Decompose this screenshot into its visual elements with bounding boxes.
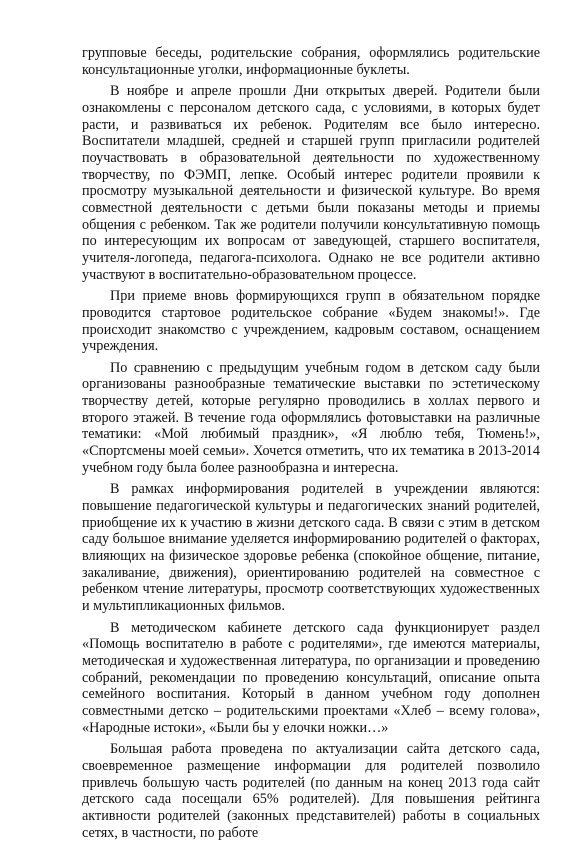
- paragraph-6: В методическом кабинете детского сада функционирует раздел «Помощь воспитателю в работе с родителями», где имеются материалы, методическая и художественная литература, по организации и проведению собраний, рекомендации по проведению консультаций, описание опыта семейного воспитания. Который в данном учебном году дополнен совместными детско – родительскими проектами «Хлеб – всему голова», «Народные истоки», «Были бы у елочки ножки…»: [82, 619, 540, 736]
- paragraph-1: групповые беседы, родительские собрания, оформлялись родительские консультационные уголки, информационные буклеты.: [82, 45, 540, 78]
- paragraph-7: Большая работа проведена по актуализации сайта детского сада, своевременное размещение информации для родителей позволило привлечь большую часть родителей (по данным на конец 2013 года сайт детского сада посещали 65% родителей). Для повышения рейтинга активности родителей (законных представителей) работы в социальных сетях, в частности, по работе: [82, 741, 540, 841]
- paragraph-4: По сравнению с предыдущим учебным годом в детском саду были организованы разнообразные тематические выставки по эстетическому творчеству детей, которые регулярно проводились в холлах первого и второго этажей. В течение года оформлялись фотовыставки на различные тематики: «Мой любимый праздник», «Я люблю тебя, Тюмень!», «Спортсмены моей семьи». Хочется отметить, что их тематика в 2013-2014 учебном году была более разнообразна и интересна.: [82, 359, 540, 476]
- paragraph-2: В ноябре и апреле прошли Дни открытых дверей. Родители были ознакомлены с персоналом детского сада, с условиями, в которых будет расти, и развиваться их ребенок. Родителям все было интересно. Воспитатели младшей, средней и старшей групп пригласили родителей поучаствовать в образовательной деятельности по художественному творчеству, по ФЭМП, лепке. Особый интерес родители проявили к просмотру музыкальной деятельности и физической культуре. Во время совместной деятельности с детьми были показаны методы и приемы общения с ребенком. Так же родители получили консультативную помощь по интересующим их вопросам от заведующей, старшего воспитателя, учителя-логопеда, педагога-психолога. Однако не все родители активно участвуют в воспитательно-образовательном процессе.: [82, 83, 540, 283]
- paragraph-5: В рамках информирования родителей в учреждении являются: повышение педагогической культуры и педагогических знаний родителей, приобщение их к участию в жизни детского сада. В связи с этим в детском саду большое внимание уделяется информированию родителей о факторах, влияющих на физическое здоровье ребенка (спокойное общение, питание, закаливание, движения), ориентированию родителей на совместное с ребенком чтение литературы, просмотр соответствующих художественных и мультипликационных фильмов.: [82, 481, 540, 614]
- document-body: [82, 45, 540, 846]
- paragraph-3: При приеме вновь формирующихся групп в обязательном порядке проводится стартовое родительское собрание «Будем знакомы!». Где происходит знакомство с учреждением, кадровым составом, оснащением учреждения.: [82, 288, 540, 355]
